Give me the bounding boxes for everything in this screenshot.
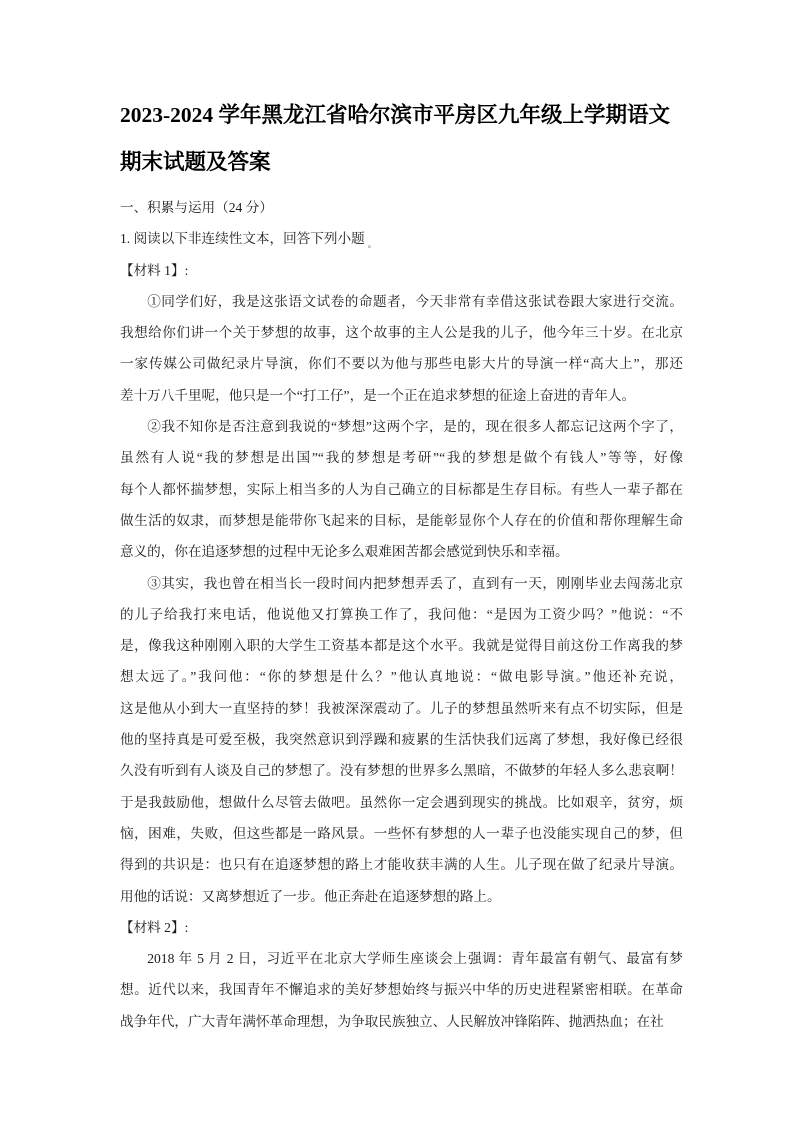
text-line: ①同学们好，我是这张语文试卷的命题者，今天非常有幸借这张试卷跟大家进行交流。 — [147, 293, 683, 309]
text-line: 虽然有人说“我的梦想是出国”“我的梦想是考研”“我的梦想是做个有钱人”等等，好像 — [120, 450, 683, 466]
text-line: 想太远了。”我问他：“你的梦想是什么？”他认真地说：“做电影导演。”他还补充说， — [120, 669, 683, 685]
material-2-paragraph-1 — [120, 943, 683, 1037]
text-line: 每个人都怀揣梦想，实际上相当多的人为自己确立的目标都是生存目标。有些人一辈子都在 — [120, 481, 683, 497]
text-line: 我想给你们讲一个关于梦想的故事，这个故事的主人公是我的儿子，他今年三十岁。在北京 — [120, 325, 683, 341]
text-line: 差十万八千里呢，他只是一个“打工仔”，是一个正在追求梦想的征途上奋进的青年人。 — [120, 387, 636, 403]
text-line: 是，像我这种刚刚入职的大学生工资基本都是这个水平。我就是觉得目前这份工作离我的梦 — [120, 638, 683, 654]
page-title — [120, 92, 683, 186]
text-line: 想。近代以来，我国青年不懈追求的美好梦想始终与振兴中华的历史进程紧密相联。在革命 — [120, 982, 683, 998]
text-line: 做生活的奴隶，而梦想是能带你飞起来的目标，是能彰显你个人存在的价值和帮你理解生命 — [120, 512, 683, 528]
material-1-paragraph-2 — [120, 411, 683, 567]
text-line: 意义的，你在追逐梦想的过程中无论多么艰难困苦都会感觉到快乐和幸福。 — [120, 544, 569, 560]
text-line: 恼，困难，失败，但这些都是一路风景。一些怀有梦想的人一辈子也没能实现自己的梦，但 — [120, 825, 683, 841]
text-line: ③其实，我也曾在相当长一段时间内把梦想弄丢了，直到有一天，刚刚毕业去闯荡北京 — [147, 575, 683, 591]
text-line: 得到的共识是：也只有在追逐梦想的路上才能收获丰满的人生。儿子现在做了纪录片导演。 — [120, 857, 683, 873]
text-line: 他的坚持真是可爱至极，我突然意识到浮躁和疲累的生活快我们远离了梦想，我好像已经很 — [120, 732, 683, 748]
text-line: 2018 年 5 月 2 日，习近平在北京大学师生座谈会上强调：青年最富有朝气、最富有梦 — [147, 951, 683, 967]
section-heading: 一、积累与运用（24 分） — [120, 200, 273, 215]
page-title-line-2: 期末试题及答案 — [120, 150, 271, 174]
page-title-line-1: 2023-2024 学年黑龙江省哈尔滨市平房区九年级上学期语文 — [120, 103, 671, 127]
material-2-label: 【材料 2】: — [120, 919, 189, 935]
text-line: 久没有听到有人谈及自己的梦想了。没有梦想的世界多么黑暗，不做梦的年轻人多么悲哀啊！ — [120, 763, 683, 779]
text-line: 用他的话说：又离梦想近了一步。他正奔赴在追逐梦想的路上。 — [120, 888, 501, 904]
text-line: 于是我鼓励他，想做什么尽管去做吧。虽然你一定会遇到现实的挑战。比如艰辛，贫穷，烦 — [120, 794, 683, 810]
question-1-text: 1. 阅读以下非连续性文本，回答下列小题 — [120, 231, 365, 247]
text-line: 的儿子给我打来电话，他说他又打算换工作了，我问他：“是因为工资少吗？”他说：“不 — [120, 606, 683, 622]
text-line: 一家传媒公司做纪录片导演，你们不要以为他与那些电影大片的导演一样“高大上”，那还 — [120, 356, 683, 372]
question-1-period: 。 — [367, 239, 377, 250]
text-line: 这是他从小到大一直坚持的梦！我被深深震动了。儿子的梦想虽然听来有点不切实际，但是 — [120, 700, 683, 716]
text-line: 战争年代，广大青年满怀革命理想，为争取民族独立、人民解放冲锋陷阵、抛洒热血；在社 — [120, 1013, 664, 1029]
material-1-paragraph-1 — [120, 286, 683, 411]
material-1-paragraph-3 — [120, 568, 683, 912]
question-1 — [120, 223, 683, 254]
material-1-label: 【材料 1】: — [120, 262, 189, 278]
text-line: ②我不知你是否注意到我说的“梦想”这两个字，是的，现在很多人都忘记这两个字了， — [147, 419, 683, 435]
